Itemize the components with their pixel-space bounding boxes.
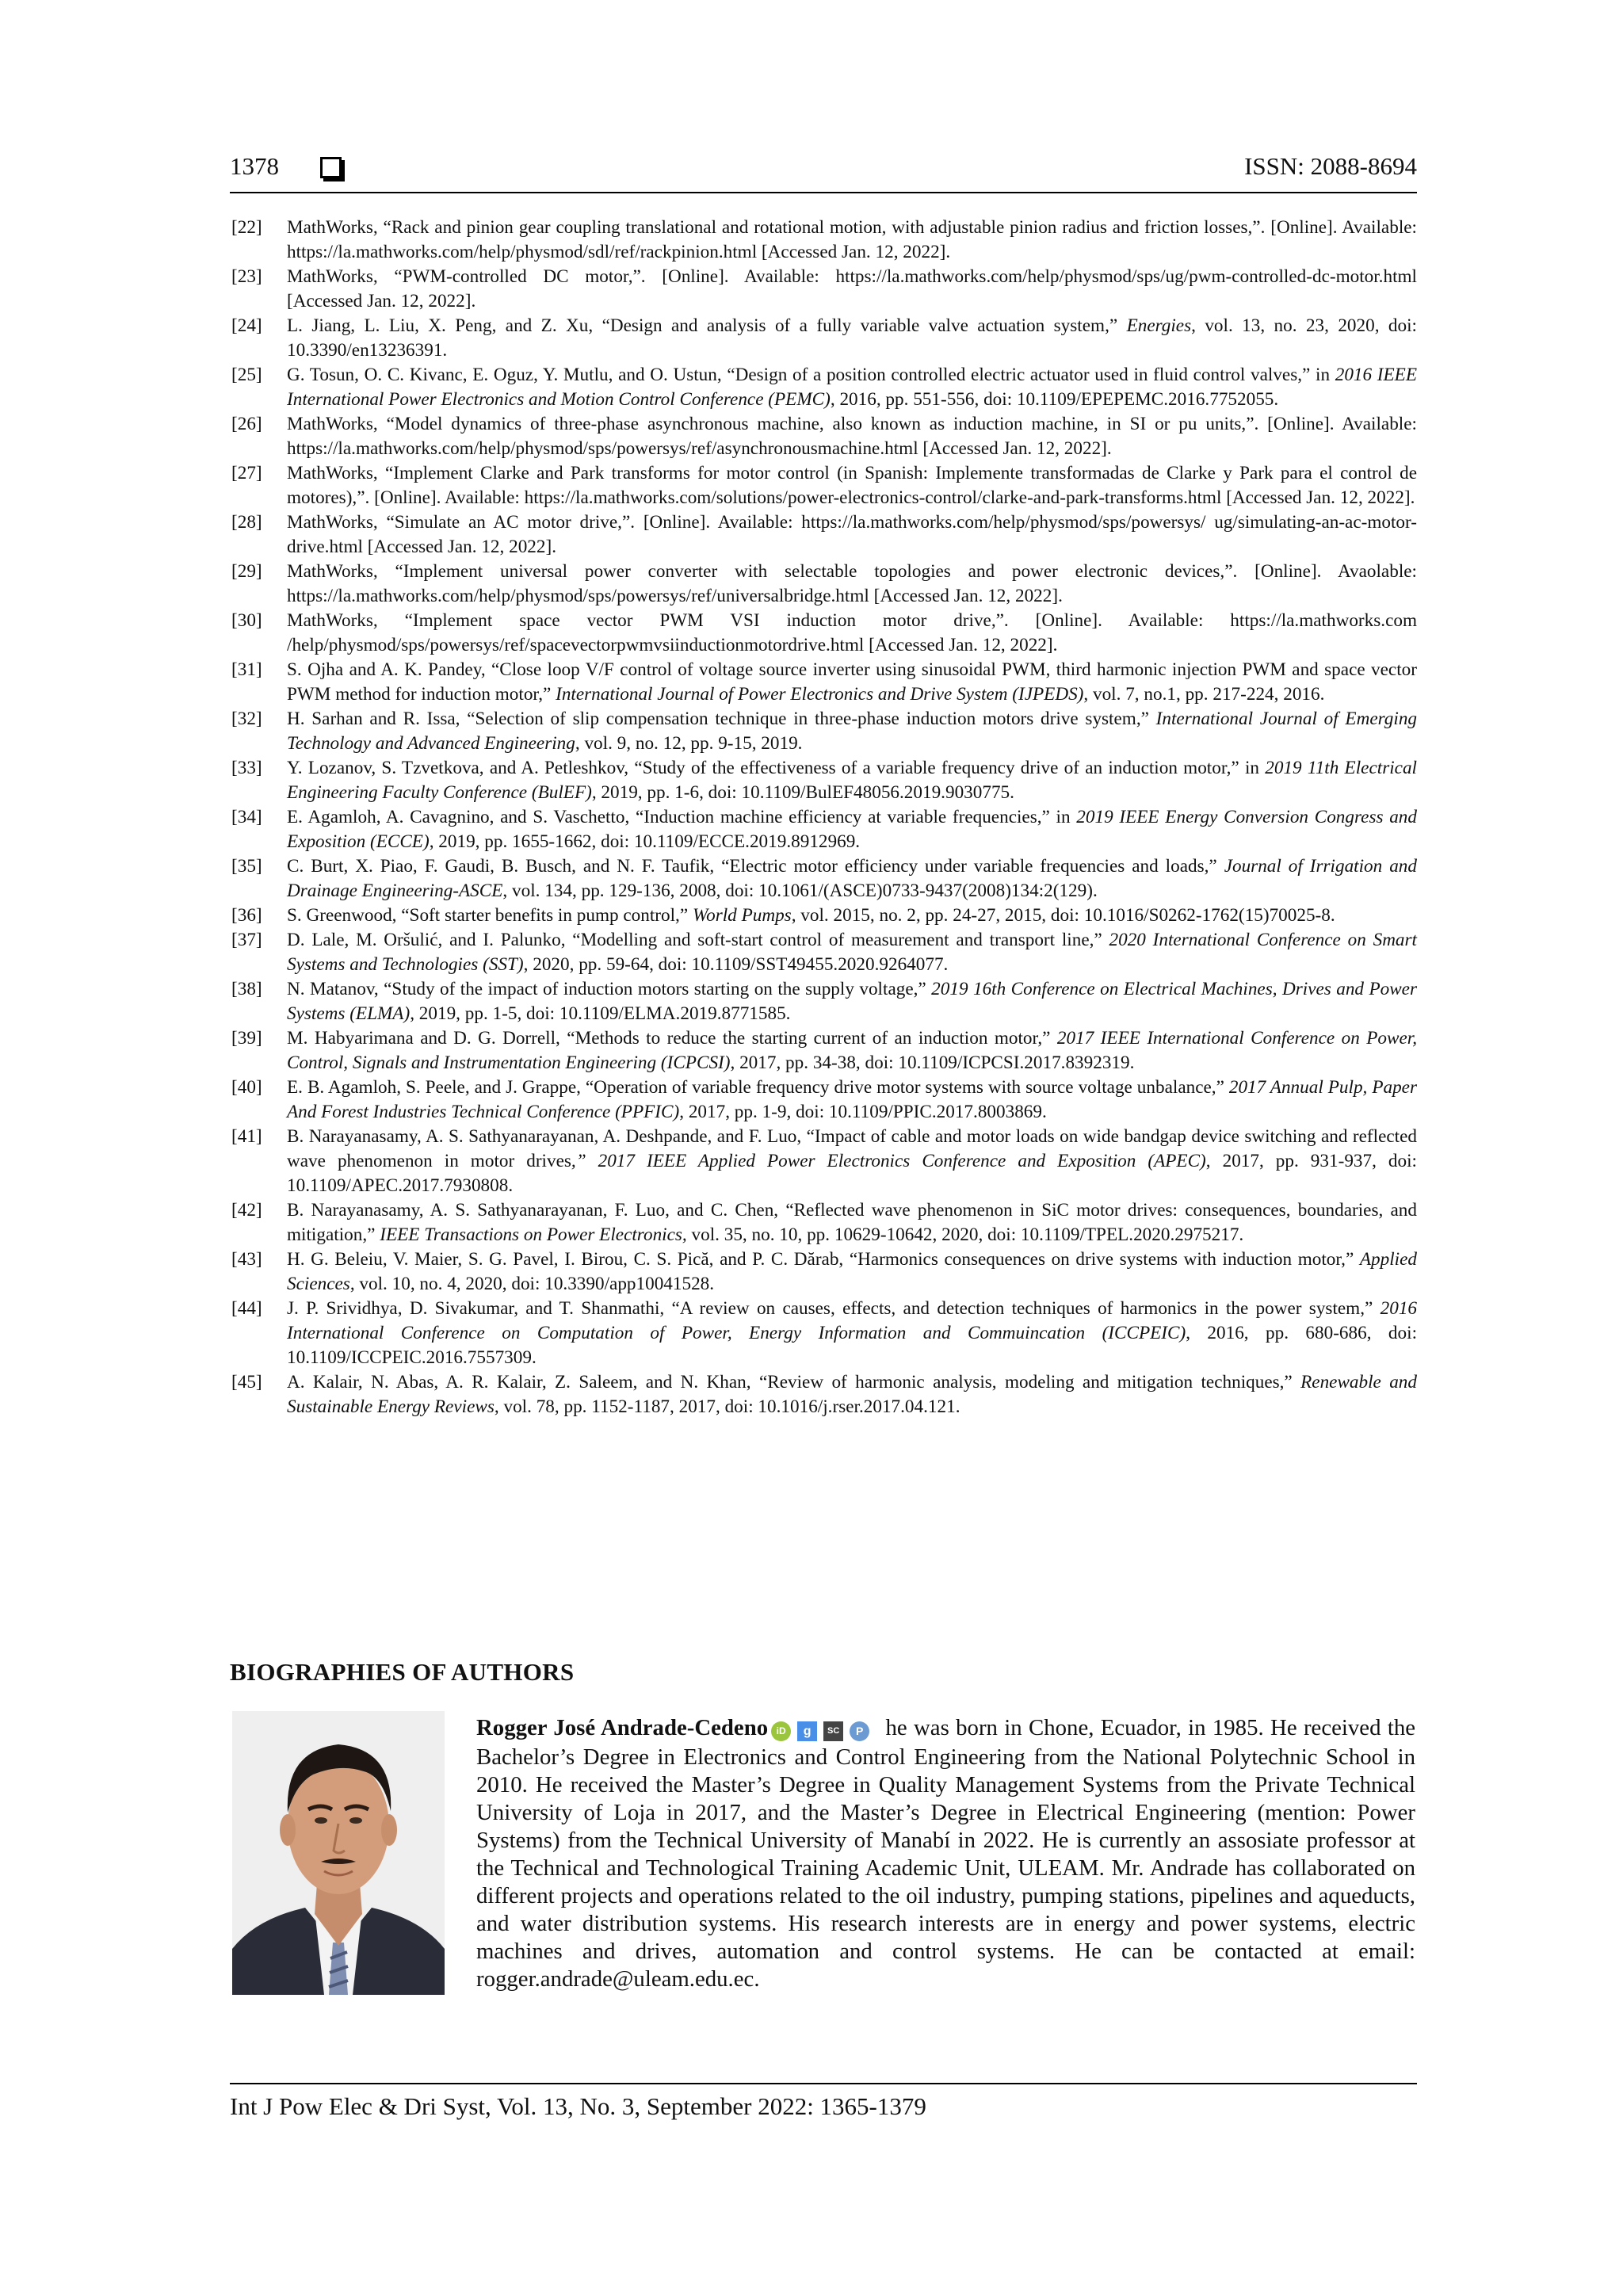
reference-text: MathWorks, “Implement space vector PWM VSI induction motor drive,”. [Online]. Available: https://la.mathworks.com /help/physmod/sps/powersys/ref/spacevectorpwmvsiinductionmotordrive.html [Accessed Jan. 12, 2022]. [287, 610, 1417, 655]
reference-number: [44] [231, 1298, 262, 1319]
reference-text: D. Lale, M. Oršulić, and I. Palunko, “Modelling and soft-start control of measurement and transport line,” [287, 930, 1109, 950]
reference-venue: 2016 International Conference on Computation of Power, Energy Information and Commuincation (ICCPEIC) [287, 1298, 1417, 1343]
reference-number: [25] [231, 365, 262, 385]
reference-text: J. P. Srividhya, D. Sivakumar, and T. Shanmathi, “A review on causes, effects, and detection techniques of harmonics in the power system,” [287, 1298, 1381, 1319]
reference-item [231, 216, 1417, 265]
reference-text: H. G. Beleiu, V. Maier, S. G. Pavel, I. Birou, C. S. Pică, and P. C. Dărab, “Harmonics consequences on drive systems with induction motor,” [287, 1249, 1360, 1270]
reference-item [231, 1075, 1417, 1125]
page-header [230, 149, 1417, 193]
publons-icon[interactable]: P [850, 1721, 869, 1741]
reference-number: [31] [231, 659, 262, 680]
reference-number: [36] [231, 905, 262, 926]
reference-item [231, 1198, 1417, 1247]
reference-text: vol. 35, no. 10, pp. 10629-10642, 2020, doi: 10.1109/TPEL.2020.2975217. [686, 1224, 1244, 1245]
reference-text: MathWorks, “Implement universal power converter with selectable topologies and power electronic devices,”. [Online]. Avaolable: https://la.mathworks.com/help/physmod/sps/powersys/ref/universalbridge.html [Accessed Jan. 12, 2022]. [287, 561, 1417, 606]
reference-venue: International Journal of Power Electronics and Drive System (IJPEDS) [556, 684, 1084, 705]
issn: ISSN: 2088-8694 [1244, 152, 1417, 180]
reference-number: [40] [231, 1077, 262, 1098]
reference-item [231, 707, 1417, 756]
reference-text: , 2019, pp. 1-5, doi: 10.1109/ELMA.2019.8771585. [410, 1003, 791, 1024]
reference-text: E. Agamloh, A. Cavagnino, and S. Vaschetto, “Induction machine efficiency at variable frequencies,” in [287, 807, 1077, 827]
reference-venue: 2019 11th Electrical Engineering Faculty Conference (BulEF) [287, 758, 1417, 803]
reference-text: , 2019, pp. 1-6, doi: 10.1109/BulEF48056.2019.9030775. [591, 782, 1014, 803]
reference-text: B. Narayanasamy, A. S. Sathyanarayanan, A. Deshpande, and F. Luo, “Impact of cable and motor loads on wide bandgap device switching and reflected wave phenomenon in motor drives [287, 1126, 1417, 1171]
square-bullet-icon [320, 157, 342, 178]
reference-item [231, 609, 1417, 658]
reference-text: G. Tosun, O. C. Kivanc, E. Oguz, Y. Mutlu, and O. Ustun, “Design of a position controlled electric actuator used in fluid control valves,” in [287, 365, 1335, 385]
reference-item [231, 314, 1417, 363]
reference-venue: Renewable and Sustainable Energy Reviews [287, 1372, 1417, 1417]
reference-number: [32] [231, 709, 262, 729]
reference-venue: Applied Sciences [287, 1249, 1417, 1294]
author-profile-badges [771, 1716, 876, 1744]
reference-number: [37] [231, 930, 262, 950]
reference-text: MathWorks, “PWM-controlled DC motor,”. [Online]. Available: https://la.mathworks.com/help/physmod/sps/ug/pwm-controlled-dc-motor.html [Accessed Jan. 12, 2022]. [287, 266, 1417, 311]
reference-venue: ,” 2017 IEEE Applied Power Electronics Conference and Exposition (APEC) [571, 1151, 1206, 1171]
reference-number: [26] [231, 414, 262, 434]
reference-venue: World Pumps [692, 905, 792, 926]
reference-text: S. Ojha and A. K. Pandey, “Close loop V/F control of voltage source inverter using sinusoidal PWM, third harmonic injection PWM and space vector PWM method for induction motor,” [287, 659, 1417, 705]
reference-venue: 2017 Annual Pulp, Paper And Forest Industries Technical Conference (PPFIC) [287, 1077, 1417, 1122]
reference-text: N. Matanov, “Study of the impact of induction motors starting on the supply voltage,” [287, 979, 932, 999]
author-name: Rogger José Andrade-Cedeno [476, 1715, 769, 1740]
reference-venue: Energies [1126, 315, 1192, 336]
reference-item [231, 756, 1417, 805]
reference-venue: 2019 IEEE Energy Conversion Congress and Exposition (ECCE) [287, 807, 1417, 852]
reference-number: [34] [231, 807, 262, 827]
reference-item [231, 977, 1417, 1026]
reference-number: [24] [231, 315, 262, 336]
page-footer: Int J Pow Elec & Dri Syst, Vol. 13, No. 3, September 2022: 1365-1379 [230, 2083, 1417, 2121]
reference-number: [23] [231, 266, 262, 287]
reference-item [231, 1026, 1417, 1075]
reference-item [231, 560, 1417, 609]
reference-text: MathWorks, “Rack and pinion gear coupling translational and rotational motion, with adjustable pinion radius and friction losses,”. [Online]. Available: https://la.mathworks.com/help/physmod/sdl/ref/rackpinion.html [Accessed Jan. 12, 2022]. [287, 217, 1417, 262]
reference-venue: 2020 International Conference on Smart Systems and Technologies (SST) [287, 930, 1417, 975]
biography-text: he was born in Chone, Ecuador, in 1985. He received the Bachelor’s Degree in Electronics and Control Engineering from the National Polytechnic School in 2010. He received the Master’s Degree in Quality Management Systems from the Private Technical University of Loja in 2017, and the Master’s Degree in Electrical Engineering (mention: Power Systems) from the Technical University of Manabí in 2022. He is currently an assosiate professor at the Technical and Technological Training Academic Unit, ULEAM. Mr. Andrade has collaborated on different projects and operations related to the oil industry, pumping stations, pipelines and aqueducts, and water distribution systems. His research interests are in energy and power systems, electric machines and drives, automation and control systems. He can be contacted at email: rogger.andrade@uleam.edu.ec. [476, 1715, 1416, 1992]
reference-item [231, 904, 1417, 928]
reference-item [231, 928, 1417, 977]
reference-text: H. Sarhan and R. Issa, “Selection of slip compensation technique in three-phase induction motors drive system,” [287, 709, 1156, 729]
reference-item [231, 265, 1417, 314]
reference-text: C. Burt, X. Piao, F. Gaudi, B. Busch, and N. F. Taufik, “Electric motor efficiency under variable frequencies and loads,” [287, 856, 1224, 877]
reference-number: [33] [231, 758, 262, 778]
reference-item [231, 510, 1417, 560]
reference-text: , 2020, pp. 59-64, doi: 10.1109/SST49455.2020.9264077. [523, 954, 949, 975]
reference-text: , vol. 134, pp. 129-136, 2008, doi: 10.1061/(ASCE)0733-9437(2008)134:2(129). [502, 881, 1098, 901]
reference-number: [43] [231, 1249, 262, 1270]
reference-item [231, 1247, 1417, 1297]
reference-venue: Journal of Irrigation and Drainage Engineering-ASCE [287, 856, 1417, 901]
biographies-heading: BIOGRAPHIES OF AUTHORS [230, 1658, 575, 1686]
reference-text: Y. Lozanov, S. Tzvetkova, and A. Petleshkov, “Study of the effectiveness of a variable frequency drive of an induction motor,” in [287, 758, 1266, 778]
author-biography [476, 1714, 1415, 1993]
reference-number: [38] [231, 979, 262, 999]
reference-venue: IEEE Transactions on Power Electronics, [380, 1224, 687, 1245]
reference-number: [30] [231, 610, 262, 631]
google-scholar-icon[interactable]: g [797, 1721, 817, 1741]
reference-text: M. Habyarimana and D. G. Dorrell, “Methods to reduce the starting current of an induction motor,” [287, 1028, 1057, 1049]
reference-item [231, 461, 1417, 510]
reference-text: , vol. 78, pp. 1152-1187, 2017, doi: 10.1016/j.rser.2017.04.121. [494, 1396, 960, 1417]
reference-venue: 2019 16th Conference on Electrical Machines, Drives and Power Systems (ELMA) [287, 979, 1418, 1024]
reference-text: , vol. 2015, no. 2, pp. 24-27, 2015, doi: 10.1016/S0262-1762(15)70025-8. [791, 905, 1335, 926]
reference-number: [27] [231, 463, 262, 483]
reference-venue: 2017 IEEE International Conference on Power, Control, Signals and Instrumentation Engineering (ICPCSI) [287, 1028, 1418, 1073]
reference-text: , 2017, pp. 1-9, doi: 10.1109/PPIC.2017.8003869. [679, 1102, 1047, 1122]
reference-text: , 2017, pp. 34-38, doi: 10.1109/ICPCSI.2017.8392319. [730, 1052, 1135, 1073]
reference-item [231, 854, 1417, 904]
reference-text: , vol. 7, no.1, pp. 217-224, 2016. [1083, 684, 1325, 705]
reference-item [231, 1370, 1417, 1419]
reference-list [231, 216, 1417, 1419]
reference-number: [45] [231, 1372, 262, 1392]
reference-number: [41] [231, 1126, 262, 1147]
reference-text: S. Greenwood, “Soft starter benefits in pump control,” [287, 905, 693, 926]
reference-text: MathWorks, “Simulate an AC motor drive,”. [Online]. Available: https://la.mathworks.com/help/physmod/sps/powersys/ ug/simulating-an-ac-motor-drive.html [Accessed Jan. 12, 2022]. [287, 512, 1417, 557]
reference-venue: International Journal of Emerging Technology and Advanced Engineering [287, 709, 1418, 754]
reference-number: [39] [231, 1028, 262, 1049]
scopus-icon[interactable]: SC [823, 1721, 843, 1741]
reference-number: [22] [231, 217, 262, 238]
reference-number: [28] [231, 512, 262, 533]
reference-text: MathWorks, “Implement Clarke and Park transforms for motor control (in Spanish: Implemente transformadas de Clarke y Park para el control de motores),”. [Online]. Available: https://la.mathworks.com/solutions/power-electronics-control/clarke-and-park-transforms.html [Accessed Jan. 12, 2022]. [287, 463, 1417, 508]
reference-text: E. B. Agamloh, S. Peele, and J. Grappe, “Operation of variable frequency drive motor systems with source voltage unbalance,” [287, 1077, 1229, 1098]
page-number: 1378 [230, 152, 279, 180]
reference-text: , vol. 10, no. 4, 2020, doi: 10.3390/app10041528. [349, 1274, 715, 1294]
reference-text: L. Jiang, L. Liu, X. Peng, and Z. Xu, “Design and analysis of a fully variable valve actuation system,” [287, 315, 1127, 336]
reference-number: [29] [231, 561, 262, 582]
reference-item [231, 658, 1417, 707]
reference-number: [35] [231, 856, 262, 877]
reference-item [231, 1297, 1417, 1370]
orcid-icon[interactable]: iD [771, 1721, 791, 1741]
reference-text: A. Kalair, N. Abas, A. R. Kalair, Z. Saleem, and N. Khan, “Review of harmonic analysis, modeling and mitigation techniques,” [287, 1372, 1301, 1392]
reference-text: B. Narayanasamy, A. S. Sathyanarayanan, F. Luo, and C. Chen, “Reflected wave phenomenon in SiC motor drives: consequences, boundaries, and mitigation,” [287, 1200, 1417, 1245]
reference-text: , 2017, pp. 931-937, doi: 10.1109/APEC.2017.7930808. [287, 1151, 1417, 1196]
reference-text: , 2016, pp. 551-556, doi: 10.1109/EPEPEMC.2016.7752055. [830, 389, 1279, 410]
reference-text: , 2019, pp. 1655-1662, doi: 10.1109/ECCE.2019.8912969. [429, 831, 861, 852]
reference-item [231, 412, 1417, 461]
reference-text: , vol. 9, no. 12, pp. 9-15, 2019. [575, 733, 803, 754]
reference-item [231, 363, 1417, 412]
reference-venue: 2016 IEEE International Power Electronics and Motion Control Conference (PEMC) [287, 365, 1417, 410]
reference-item [231, 1125, 1417, 1198]
reference-item [231, 805, 1417, 854]
reference-number: [42] [231, 1200, 262, 1221]
reference-text: , vol. 13, no. 23, 2020, doi: 10.3390/en13236391. [287, 315, 1417, 361]
author-photo [232, 1711, 445, 1995]
reference-text: , 2016, pp. 680-686, doi: 10.1109/ICCPEIC.2016.7557309. [287, 1323, 1418, 1368]
reference-text: MathWorks, “Model dynamics of three-phase asynchronous machine, also known as induction machine, in SI or pu units,”. [Online]. Available: https://la.mathworks.com/help/physmod/sps/powersys/ref/asynchronousmachine.html [Accessed Jan. 12, 2022]. [287, 414, 1417, 459]
